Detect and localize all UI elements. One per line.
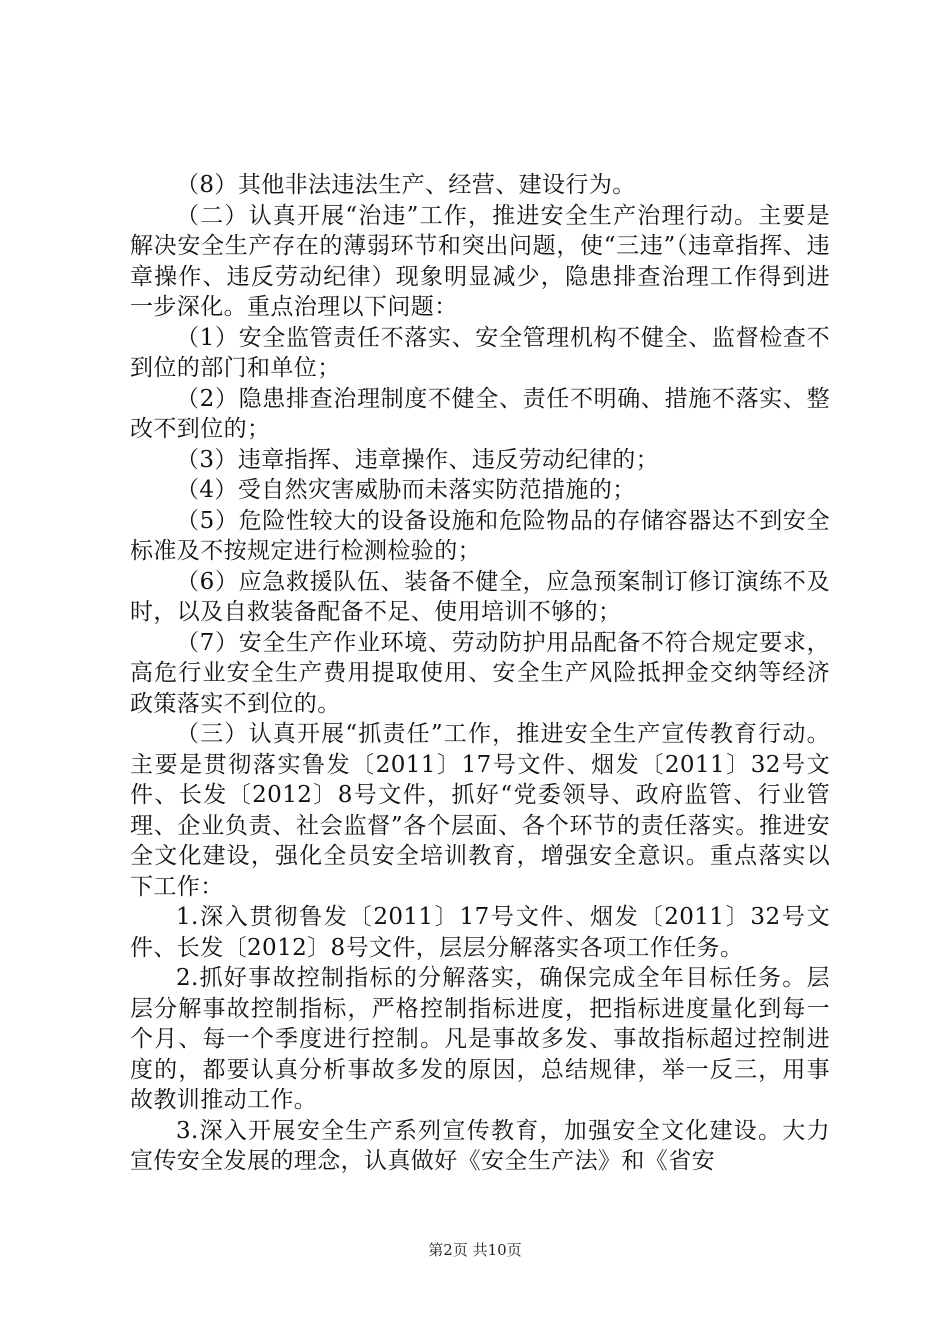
page-number-footer: 第2页 共10页 [428,1241,522,1259]
paragraph-task-3: 3.深入开展安全生产系列宣传教育，加强安全文化建设。大力宣传安全发展的理念，认真做好《安全生产法》和《省安 [130,1117,830,1174]
paragraph-issue-5: （5）危险性较大的设备设施和危险物品的存储容器达不到安全标准及不按规定进行检测检验的； [130,507,830,564]
paragraph-issue-3: （3）违章指挥、违章操作、违反劳动纪律的； [176,446,660,473]
paragraph-issue-7: （7）安全生产作业环境、劳动防护用品配备不符合规定要求，高危行业安全生产费用提取使用、安全生产风险抵押金交纳等经济政策落实不到位的。 [130,629,830,717]
paragraph-section-2-heading: （二）认真开展“治违”工作，推进安全生产治理行动。主要是解决安全生产存在的薄弱环节和突出问题，使“三违”（违章指挥、违章操作、违反劳动纪律）现象明显减少，隐患排查治理工作得到进一步深化。重点治理以下问题： [130,202,830,320]
paragraph-issue-6: （6）应急救援队伍、装备不健全，应急预案制订修订演练不及时，以及自救装备配备不足、使用培训不够的； [130,568,830,625]
paragraph-task-1: 1.深入贯彻鲁发〔2011〕17号文件、烟发〔2011〕32号文件、长发〔2012〕8号文件，层层分解落实各项工作任务。 [130,904,830,961]
paragraph-item-8: （8）其他非法违法生产、经营、建设行为。 [176,172,636,198]
paragraph-issue-1: （1）安全监管责任不落实、安全管理机构不健全、监督检查不到位的部门和单位； [130,324,830,381]
document-body [130,170,830,1177]
paragraph-task-2: 2.抓好事故控制指标的分解落实，确保完成全年目标任务。层层分解事故控制指标，严格控制指标进度，把指标进度量化到每一个月、每一个季度进行控制。凡是事故多发、事故指标超过控制进度的，都要认真分析事故多发的原因，总结规律，举一反三，用事故教训推动工作。 [130,965,830,1113]
paragraph-section-3-heading: （三）认真开展“抓责任”工作，推进安全生产宣传教育行动。主要是贯彻落实鲁发〔2011〕17号文件、烟发〔2011〕32号文件、长发〔2012〕8号文件，抓好“党委领导、政府监管、行业管理、企业负责、社会监督”各个层面、各个环节的责任落实。推进安全文化建设，强化全员安全培训教育，增强安全意识。重点落实以下工作： [130,721,830,900]
paragraph-issue-2: （2）隐患排查治理制度不健全、责任不明确、措施不落实、整改不到位的； [130,385,830,442]
paragraph-issue-4: （4）受自然灾害威胁而未落实防范措施的； [176,477,636,503]
